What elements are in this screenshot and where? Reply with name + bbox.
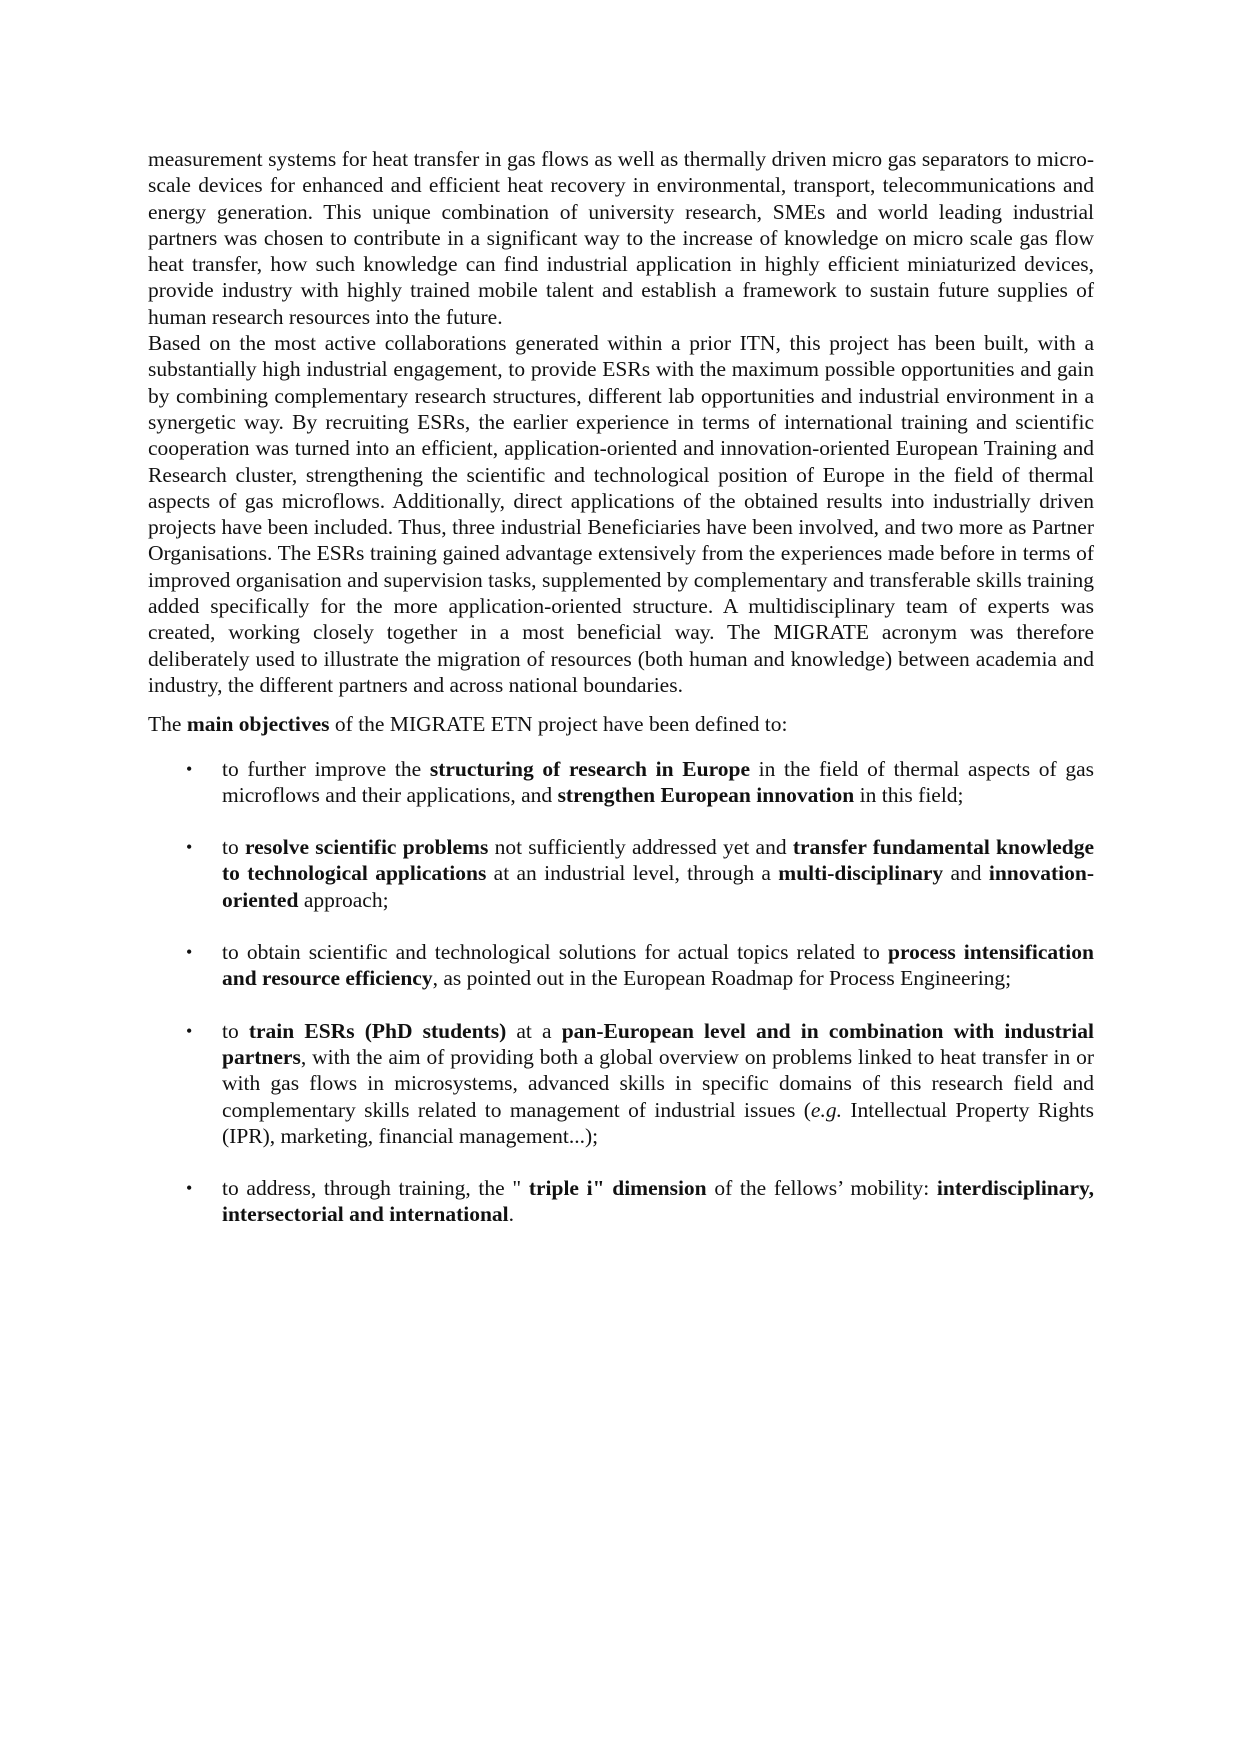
text-run: at a xyxy=(506,1018,562,1043)
bullet-icon: • xyxy=(186,758,193,779)
text-run: Intellectual Property Rights (IPR), marketing, financial management...); xyxy=(222,1097,1094,1148)
paragraph-intro-continued xyxy=(148,146,1094,330)
bullet-icon: • xyxy=(186,1178,193,1199)
text-run: at an industrial level, through a xyxy=(486,861,779,886)
objective-text xyxy=(222,940,1094,990)
objective-item xyxy=(148,939,1094,992)
bold-text: resolve scientific problems xyxy=(244,835,489,860)
bold-text: triple i" dimension xyxy=(528,1176,707,1201)
text-run: approach; xyxy=(298,887,389,912)
text-run: not sufficiently addressed yet and xyxy=(488,835,793,860)
text-run: of the MIGRATE ETN project have been defined to: xyxy=(329,712,788,737)
bold-text: innovation-oriented xyxy=(222,861,1094,912)
text-run: to obtain scientific and technological solutions for actual topics related to xyxy=(222,940,888,965)
objective-text xyxy=(222,835,1094,912)
paragraph-collaborations xyxy=(148,330,1094,698)
text-run: and xyxy=(943,861,989,886)
objectives-list xyxy=(148,756,1094,1228)
bold-text: structuring of research in Europe xyxy=(429,756,750,781)
objective-text xyxy=(222,757,1094,807)
text-run: , with the aim of providing both a global overview on problems linked to heat transfer in or with gas flows in microsystems, advanced skills in specific domains of this research field and complementary skills related to management of industrial issues ( xyxy=(222,1044,1094,1122)
objective-item xyxy=(148,1018,1094,1149)
objective-item xyxy=(148,834,1094,913)
bold-text: train ESRs (PhD students) xyxy=(248,1018,507,1043)
bold-text: transfer fundamental knowledge to technological applications xyxy=(222,835,1094,886)
bullet-icon: • xyxy=(186,837,193,858)
text-run: to address, through training, the " xyxy=(222,1176,529,1201)
italic-text: e.g. xyxy=(810,1097,842,1122)
bold-text: strengthen European innovation xyxy=(557,782,855,807)
text-run: . xyxy=(508,1202,515,1227)
text-run: , as pointed out in the European Roadmap for Process Engineering; xyxy=(432,966,1012,991)
text-run: in the field of thermal aspects of gas microflows and their applications, and xyxy=(222,756,1094,807)
text-run: to further improve the xyxy=(222,756,430,781)
bold-text: main objectives xyxy=(186,712,330,737)
text-run: to xyxy=(222,1018,249,1043)
bold-text: interdisciplinary, intersectorial and international xyxy=(222,1176,1094,1227)
bold-text: multi-disciplinary xyxy=(778,861,944,886)
text-run: measurement systems for heat transfer in gas flows as well as thermally driven micro gas separators to micro-scale devices for enhanced and efficient heat recovery in environmental, transport, telecommunications and energy generation. This unique combination of university research, SMEs and world leading industrial partners was chosen to contribute in a significant way to the increase of knowledge on micro scale gas flow heat transfer, how such knowledge can find industrial application in highly efficient miniaturized devices, provide industry with highly trained mobile talent and establish a framework to sustain future supplies of human research resources into the future. xyxy=(148,147,1094,329)
objective-text xyxy=(222,1019,1094,1148)
bullet-icon: • xyxy=(186,942,193,963)
text-run: in this field; xyxy=(854,782,964,807)
text-run: Based on the most active collaborations generated within a prior ITN, this project has been built, with a substantially high industrial engagement, to provide ESRs with the maximum possible opportunities and gain by combining complementary research structures, different lab opportunities and industrial environment in a synergetic way. By recruiting ESRs, the earlier experience in terms of international training and scientific cooperation was turned into an efficient, application-oriented and innovation-oriented European Training and Research cluster, strengthening the scientific and technological position of Europe in the field of thermal aspects of gas microflows. Additionally, direct applications of the obtained results into industrially driven projects have been included. Thus, three industrial Beneficiaries have been involved, and two more as Partner Organisations. The ESRs training gained advantage extensively from the experiences made before in terms of improved organisation and supervision tasks, supplemented by complementary and transferable skills training added specifically for the more application-oriented structure. A multidisciplinary team of experts was created, working closely together in a most beneficial way. The MIGRATE acronym was therefore deliberately used to illustrate the migration of resources (both human and knowledge) between academia and industry, the different partners and across national boundaries. xyxy=(148,331,1094,697)
objective-item xyxy=(148,1175,1094,1228)
text-run: The xyxy=(148,712,187,737)
objective-item xyxy=(148,756,1094,809)
text-run: to xyxy=(222,835,245,860)
bold-text: pan-European level and in combination with industrial partners xyxy=(222,1018,1094,1069)
bullet-icon: • xyxy=(186,1020,193,1041)
bold-text: process intensification and resource efficiency xyxy=(222,940,1094,991)
text-run: of the fellows’ mobility: xyxy=(706,1176,937,1201)
paragraph-objectives-intro xyxy=(148,711,1094,737)
objective-text xyxy=(222,1176,1094,1226)
document-page xyxy=(148,146,1094,1254)
